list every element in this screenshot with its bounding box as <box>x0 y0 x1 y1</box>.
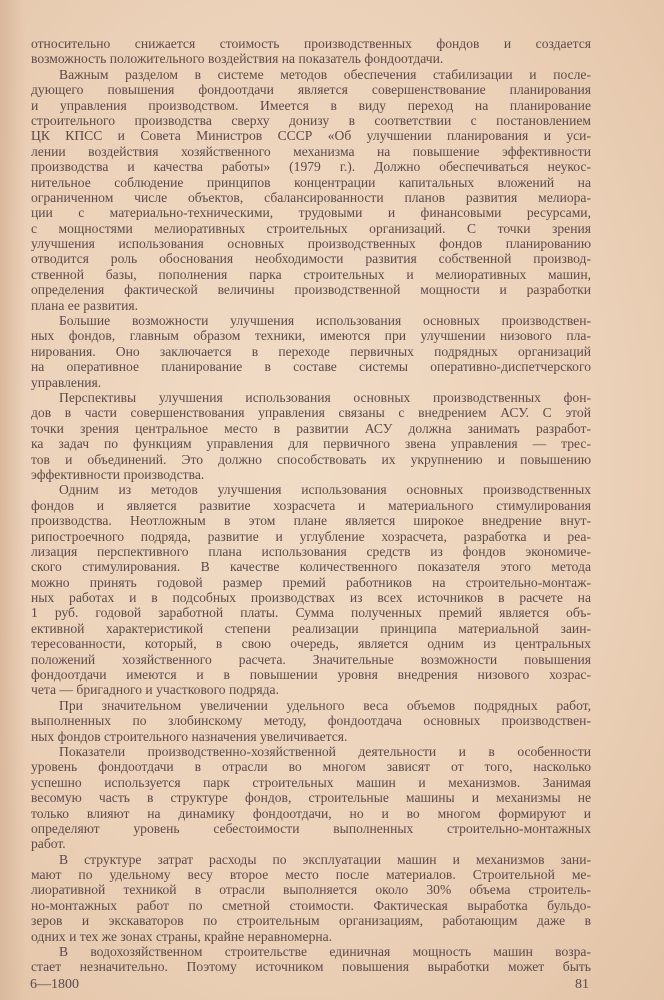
text-line: дов в части совершенствования управления связаны с внедрением АСУ. С этой <box>31 405 591 421</box>
text-line: ных фондов строительного назначения увеличивается. <box>31 728 348 744</box>
text-line: лиоративной техникой в отрасли выполняется около 30% объема строитель- <box>31 882 591 898</box>
paragraph <box>31 313 591 390</box>
text-line: зеров и экскаваторов по строительным организациям, работающим даже в <box>31 913 591 929</box>
paragraph <box>31 36 591 67</box>
text-line: и управления производством. Имеется в виду переход на планирование <box>31 97 591 113</box>
paragraph <box>31 852 591 944</box>
text-line: стает незначительно. Поэтому источником повышения выработки может быть <box>31 959 591 975</box>
text-line: фондоотдачи имеются и в повышении уровня внедрения низового хозрас- <box>31 667 591 683</box>
text-line: успешно используется парк строительных машин и механизмов. Занимая <box>31 774 591 790</box>
text-line: Показатели производственно-хозяйственной деятельности и в особенности <box>59 743 591 759</box>
page-number: 81 <box>575 977 589 992</box>
text-line: ственной базы, пополнения парка строительных и мелиоративных машин, <box>31 266 591 282</box>
paragraph <box>31 67 591 313</box>
text-line: точки зрения центральное место в развитии АСУ должна занимать разработ- <box>31 420 591 436</box>
text-line: ективной характеристикой степени реализации принципа материальной заин- <box>31 620 591 636</box>
text-line: фондов и является развитие хозрасчета и материального стимулирования <box>31 497 591 513</box>
text-line: только влияют на динамику фондоотдачи, но и во многом формируют и <box>31 805 591 821</box>
text-line: ции с материально-техническими, трудовыми и финансовыми ресурсами, <box>31 205 591 221</box>
text-line: на оперативное планирование в составе системы оперативно-диспетчерского <box>31 359 591 375</box>
text-line: можно принять годовой размер премий работников на строительно-монтаж- <box>31 574 591 590</box>
text-line: Перспективы улучшения использования основных производственных фон- <box>59 389 591 405</box>
page-edge-shadow <box>0 0 26 1000</box>
text-line: ограниченном числе объектов, сбалансированности планов развития мелиора- <box>31 189 591 205</box>
paragraph <box>31 698 591 744</box>
text-line: уровень фондоотдачи в отрасли во многом зависят от того, насколько <box>31 759 591 775</box>
text-line: одних и тех же зонах страны, крайне неравномерна. <box>31 928 333 944</box>
text-line: управления. <box>31 374 102 390</box>
text-line: ского стимулирования. В качестве количественного показателя этого метода <box>31 559 591 575</box>
text-line: ка задач по функциям управления для первичного звена управления — трес- <box>31 436 591 452</box>
text-line: но-монтажных работ по сметной стоимости. Фактическая выработка бульдо- <box>31 897 591 913</box>
text-line: нирования. Оно заключается в переходе первичных подрядных организаций <box>31 343 591 359</box>
paragraph <box>31 482 591 697</box>
text-line: отводится роль обоснования необходимости развития собственной производ- <box>31 251 591 267</box>
text-line: относительно снижается стоимость производственных фондов и создается <box>31 36 591 51</box>
text-line: Большие возможности улучшения использования основных производствен- <box>59 313 591 329</box>
text-line: дующего повышения фондоотдачи является совершенствование планирования <box>31 82 591 98</box>
text-line: чета — бригадного и участкового подряда. <box>31 682 279 698</box>
text-line: мают по удельному весу второе место после материалов. Строительной ме- <box>31 867 591 883</box>
text-line: возможность положительного воздействия на показатель фондоотдачи. <box>31 51 444 67</box>
text-line: ЦК КПСС и Совета Министров СССР «Об улучшении планирования и уси- <box>31 128 591 144</box>
text-line: тов и объединений. Это должно способствовать их укрупнению и повышению <box>31 451 591 467</box>
text-line: весомую часть в структуре фондов, строительные машины и механизмы не <box>31 790 591 806</box>
text-line: улучшения использования основных производственных фондов планированию <box>31 236 591 252</box>
text-line: определения фактической величины производственной мощности и разработки <box>31 282 591 298</box>
text-line: работ. <box>31 836 66 852</box>
text-line: лении воздействия хозяйственного механизма на повышение эффективности <box>31 143 591 159</box>
text-line: нительное соблюдение принципов концентрации капитальных вложений на <box>31 174 591 190</box>
text-line: ных работах и в подсобных производствах из всех источников в расчете на <box>31 590 591 606</box>
text-line: При значительном увеличении удельного веса объемов подрядных работ, <box>59 697 591 713</box>
text-line: выполненных по злобинскому методу, фондоотдача основных производствен- <box>31 713 591 729</box>
paragraph <box>31 744 591 852</box>
text-line: строительного производства сверху донизу в соответствии с постановлением <box>31 112 591 128</box>
paragraph <box>31 944 591 975</box>
text-line: Одним из методов улучшения использования основных производственных <box>59 482 591 498</box>
text-line: тересованности, который, в свою очередь, является одним из центральных <box>31 636 591 652</box>
text-line: плана ее развития. <box>31 297 139 313</box>
text-line: В структуре затрат расходы по эксплуатации машин и механизмов зани- <box>59 851 591 867</box>
text-line: положений хозяйственного расчета. Значительные возможности повышения <box>31 651 591 667</box>
text-line: ных фондов, главным образом техники, имеются при улучшении низового пла- <box>31 328 591 344</box>
text-line: производства и качества работы» (1979 г.). Должно обеспечиваться неукос- <box>31 159 591 175</box>
text-line: определяют уровень себестоимости выполненных строительно-монтажных <box>31 820 591 836</box>
text-line: производства. Неотложным в этом плане является широкое внедрение внут- <box>31 513 591 529</box>
body-text <box>31 36 591 975</box>
text-line: 1 руб. годовой заработной платы. Сумма полученных премий является объ- <box>31 605 591 621</box>
text-line: с мощностями мелиоративных строительных организаций. С точки зрения <box>31 220 591 236</box>
printer-signature: 6—1800 <box>30 977 79 992</box>
text-line: В водохозяйственном строительстве единичная мощность машин возра- <box>59 944 591 960</box>
text-line: рипостроечного подряда, развитие и углубление хозрасчета, разработка и реа- <box>31 528 591 544</box>
text-line: Важным разделом в системе методов обеспечения стабилизации и после- <box>59 66 591 82</box>
text-line: лизация перспективного плана использования средств из фондов экономиче- <box>31 543 591 559</box>
text-line: эффективности производства. <box>31 466 205 482</box>
paragraph <box>31 390 591 482</box>
